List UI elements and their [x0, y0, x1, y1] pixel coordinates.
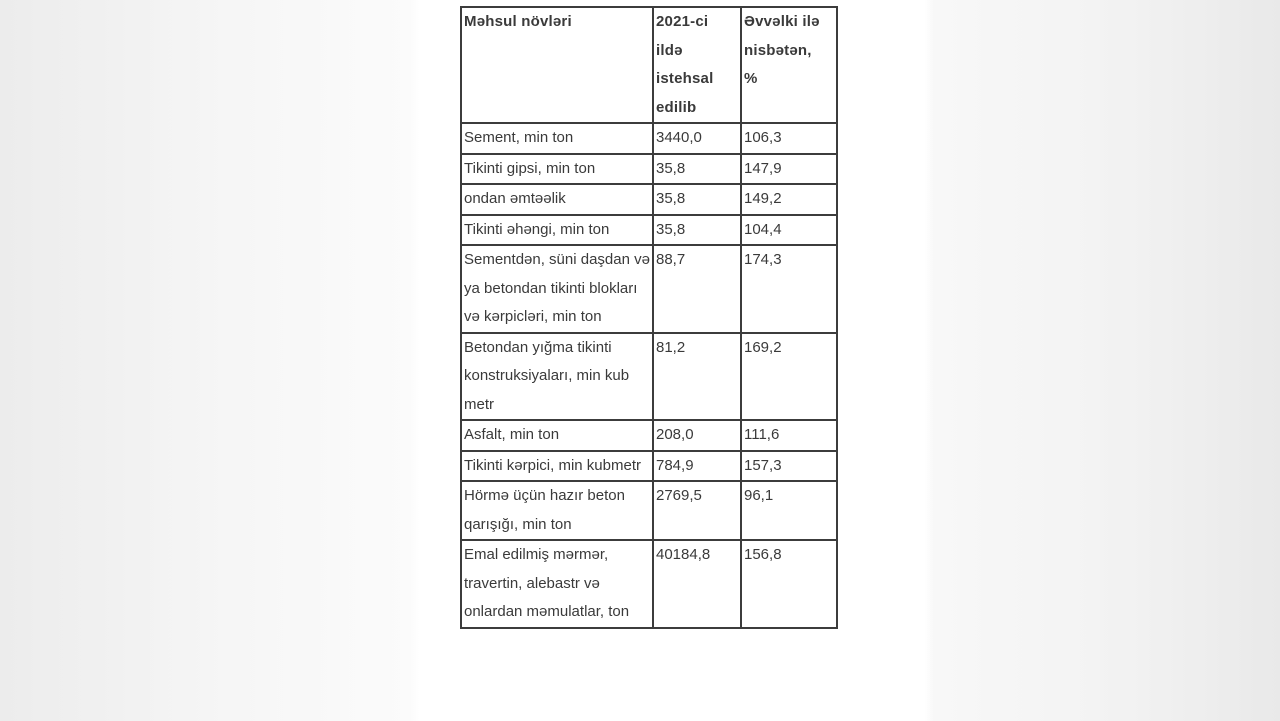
table-row [461, 245, 837, 333]
cell-produced: 40184,8 [653, 540, 741, 628]
cell-product: ondan əmtəəlik [461, 184, 653, 215]
cell-ratio: 147,9 [741, 154, 837, 185]
table-row [461, 481, 837, 540]
table-row [461, 451, 837, 482]
cell-produced: 784,9 [653, 451, 741, 482]
table-row [461, 333, 837, 421]
cell-ratio: 96,1 [741, 481, 837, 540]
cell-produced: 2769,5 [653, 481, 741, 540]
table-header-row [461, 7, 837, 123]
header-line: 2021-ci [656, 13, 709, 30]
table-row [461, 420, 837, 451]
cell-produced: 35,8 [653, 184, 741, 215]
cell-ratio: 106,3 [741, 123, 837, 154]
table-row [461, 215, 837, 246]
table-row [461, 540, 837, 628]
cell-product: Hörmə üçün hazır beton qarışığı, min ton [461, 481, 653, 540]
table-row [461, 184, 837, 215]
header-line: istehsal [656, 70, 714, 87]
cell-product: Tikinti kərpici, min kubmetr [461, 451, 653, 482]
table-row [461, 154, 837, 185]
cell-ratio: 104,4 [741, 215, 837, 246]
header-line: edilib [656, 98, 697, 116]
header-produced-2021 [653, 7, 741, 123]
cell-ratio: 149,2 [741, 184, 837, 215]
cell-produced: 88,7 [653, 245, 741, 333]
cell-ratio: 174,3 [741, 245, 837, 333]
cell-product: Asfalt, min ton [461, 420, 653, 451]
cell-produced: 35,8 [653, 154, 741, 185]
cell-product: Tikinti gipsi, min ton [461, 154, 653, 185]
header-ratio-previous-year [741, 7, 837, 123]
cell-ratio: 169,2 [741, 333, 837, 421]
cell-produced: 81,2 [653, 333, 741, 421]
cell-produced: 35,8 [653, 215, 741, 246]
cell-produced: 3440,0 [653, 123, 741, 154]
cell-product: Sement, min ton [461, 123, 653, 154]
header-line: ildə [656, 41, 683, 59]
cell-ratio: 156,8 [741, 540, 837, 628]
cell-ratio: 157,3 [741, 451, 837, 482]
cell-ratio: 111,6 [741, 420, 837, 451]
production-table [460, 6, 838, 629]
cell-product: Betondan yığma tikinti konstruksiyaları, min kub metr [461, 333, 653, 421]
header-line: Əvvəlki ilə [744, 13, 820, 30]
header-line: % [744, 70, 758, 87]
cell-product: Emal edilmiş mərmər, travertin, alebastr və onlardan məmulatlar, ton [461, 540, 653, 628]
cell-product: Tikinti əhəngi, min ton [461, 215, 653, 246]
table-row [461, 123, 837, 154]
document-page [420, 0, 922, 721]
header-product-types: Məhsul növləri [461, 7, 653, 123]
cell-produced: 208,0 [653, 420, 741, 451]
cell-product: Sementdən, süni daşdan və ya betondan tikinti blokları və kərpicləri, min ton [461, 245, 653, 333]
header-line: nisbətən, [744, 41, 812, 59]
